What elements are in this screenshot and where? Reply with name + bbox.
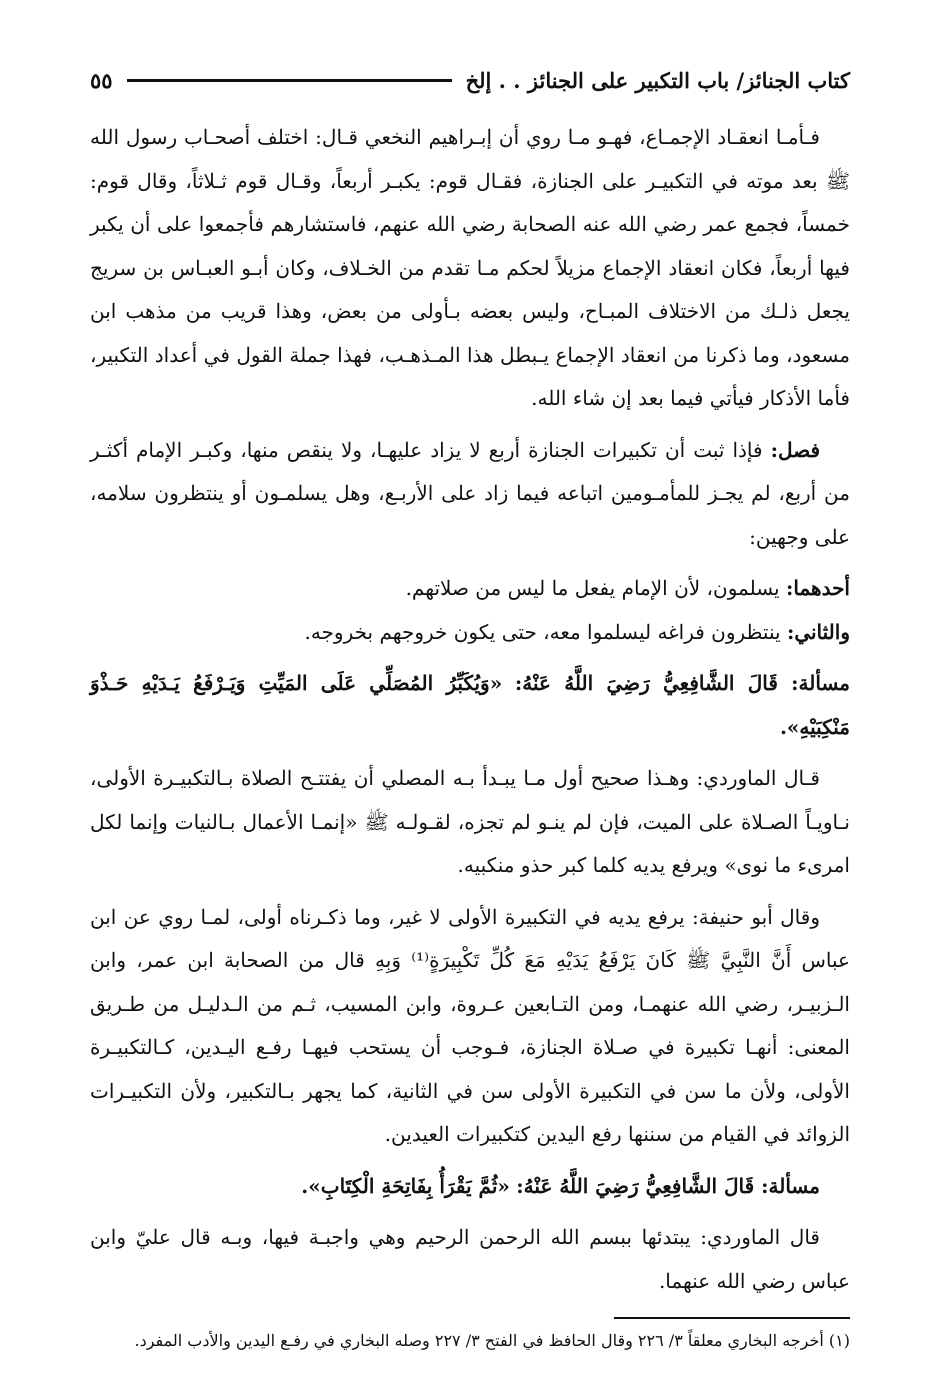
masala-two	[90, 1165, 850, 1209]
masala-one-quote: «وَيُكَبِّرُ المُصَلِّي عَلَى المَيِّتِ وَيَـرْفَعُ يَـدَيْهِ حَـذْوَ مَنْكِبَيْهِ».	[90, 671, 850, 739]
view-one	[90, 567, 850, 611]
page-body	[90, 116, 850, 1303]
masala-one	[90, 662, 850, 749]
fasl-text: فإذا ثبت أن تكبيرات الجنازة أربع لا يزاد عليهـا، ولا ينقص منها، وكبـر الإمام أكثـر من أربع، لم يجـز للمأمـومين اتباعه فيما زاد على الأربـع، وهل يسلمـون أو ينتظرون سلامه، على وجهين:	[90, 437, 850, 549]
running-title: كتاب الجنائز/ باب التكبير على الجنائز . . إلخ	[465, 67, 850, 93]
paragraph-mawardi-1: قـال الماوردي: وهـذا صحيح أول مـا يبـدأ بـه المصلي أن يفتتـح الصلاة بـالتكبيـرة الأولى، نـاويـاً الصـلاة على الميت، فإن لم ينـو لم تجزه، لقـولـه ﷺ «إنمـا الأعمال بـالنيات وإنما لكل امرىء ما نوى» ويرفع يديه كلما كبر حذو منكبيه.	[90, 766, 850, 877]
view-two	[90, 611, 850, 655]
header-rule	[127, 79, 452, 82]
paragraph-ijma: فـأمـا انعقـاد الإجمـاع، فهـو مـا روي أن إبـراهيم النخعي قـال: اختلف أصحـاب رسول الله ﷺ بعد موته في التكبيـر على الجنازة، فقـال قوم: يكبـر أربعاً، وقـال قوم ثـلاثاً، وقال قوم: خمساً، فجمع عمر رضي الله عنه الصحابة رضي الله عنهم، فاستشارهم فأجمعوا على أن يكبر فيها أربعاً، فكان انعقاد الإجماع مزيلاً لحكم مـا تقدم من الخـلاف، وكان أبـو العبـاس بن سريج يجعل ذلـك من الاختلاف المبـاح، وليس بعضه بـأولى من بعض، وهذا قريب من مذهب ابن مسعود، وما ذكرنا من انعقاد الإجماع يـبطل هذا المـذهـب، فهذا جملة القول في أعداد التكبير، فأما الأذكار فيأتي فيما بعد إن شاء الله.	[90, 125, 850, 410]
view-two-text: ينتظرون فراغه ليسلموا معه، حتى يكون خروجهم بخروجه.	[304, 619, 781, 644]
running-header	[90, 60, 850, 100]
view-one-label: أحدهما:	[785, 576, 850, 600]
paragraph-mawardi-2: قال الماوردي: يبتدئها ببسم الله الرحمن الرحيم وهي واجبـة فيها، وبـه قال عليّ وابن عباس رضي الله عنهما.	[90, 1225, 850, 1293]
view-one-text: يسلمون، لأن الإمام يفعل ما ليس من صلاتهم.	[405, 576, 780, 600]
paragraph-abu-hanifa: وقال أبو حنيفة: يرفع يديه في التكبيرة الأولى لا غير، وما ذكـرناه أولى، لمـا روي عن ابن عباس أَنَّ النَّبِيَّ ﷺ كَانَ يَرْفَعُ يَدَيْهِ مَعَ كُلِّ تَكْبِيرَةٍ⁽¹⁾ وَبِهِ قال من الصحابة ابن عمر، وابن الـزبيـر، رضي الله عنهمـا، ومن التـابعين عـروة، وابن المسيب، ثـم من الـدليـل من طـريق المعنى: أنهـا تكبيرة في صـلاة الجنازة، فـوجب أن يستحب فيهـا رفـع اليـدين، كـالتكبيـرة الأولى، ولأن ما سن في التكبيرة الأولى سن في الثانية، كما يجهر بـالتكبير، ولأن التكبيـرات الزوائد في القيام من سننها رفع اليدين كتكبيرات العيدين.	[90, 904, 850, 1146]
page-number: ٥٥	[90, 67, 113, 93]
fasl-label: فصل:	[770, 437, 821, 462]
book-page	[90, 60, 850, 1353]
footnote-rule	[614, 1317, 850, 1319]
footnote: (١) أخرجه البخاري معلقاً ٣/ ٢٢٦ وقال الحافظ في الفتح ٣/ ٢٢٧ وصله البخاري في رفـع اليدين والأدب المفرد.	[134, 1331, 850, 1350]
masala-two-quote: «ثُمَّ يَقْرَأُ بِفَاتِحَةِ الْكِتَابِ».	[301, 1173, 510, 1198]
paragraph-fasl	[90, 429, 850, 560]
masala-two-label: مسألة: قَالَ الشَّافِعِيُّ رَضِيَ اللَّهُ عَنْهُ:	[516, 1173, 820, 1198]
masala-one-label: مسألة: قَالَ الشَّافِعِيُّ رَضِيَ اللَّهُ عَنْهُ:	[514, 671, 850, 695]
view-two-label: والثاني:	[786, 619, 850, 644]
